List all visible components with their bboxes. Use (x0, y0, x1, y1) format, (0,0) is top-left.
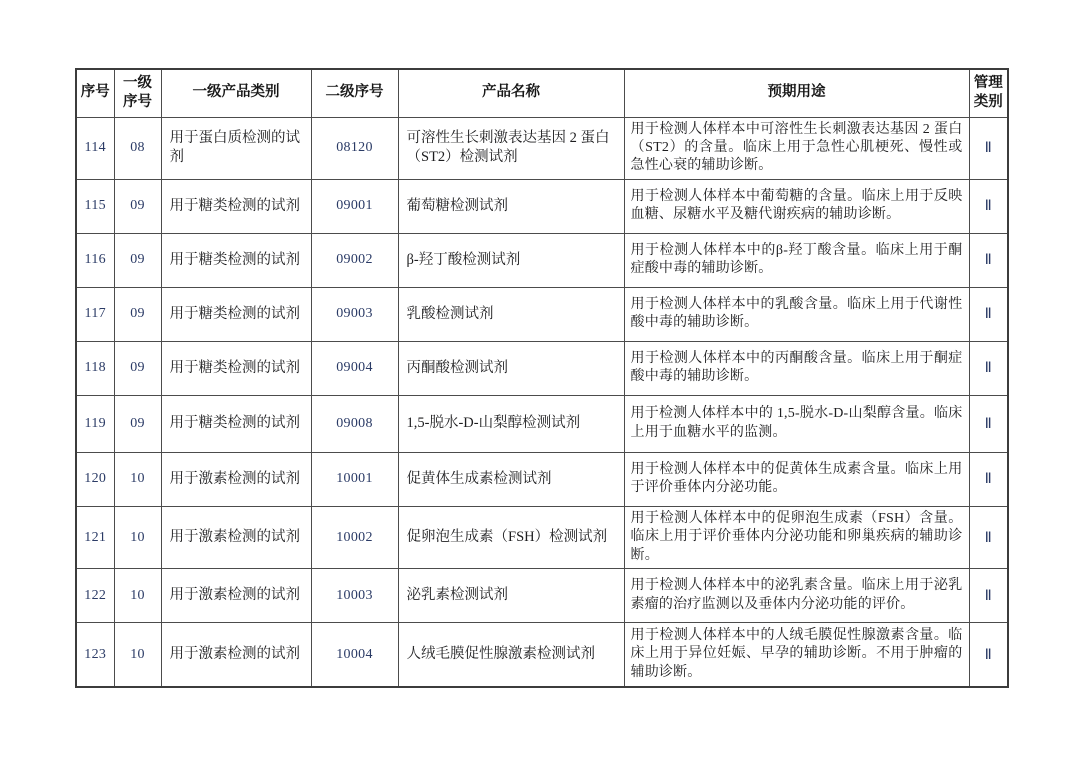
cell-management-class: Ⅱ (969, 452, 1008, 506)
cell-serial-no: 122 (76, 569, 114, 623)
cell-level2-no: 09001 (311, 179, 398, 233)
table-row (76, 287, 1008, 341)
cell-level1-no: 09 (114, 233, 161, 287)
table-row (76, 623, 1008, 687)
cell-serial-no: 116 (76, 233, 114, 287)
product-classification-table (75, 68, 1009, 688)
table-row (76, 569, 1008, 623)
cell-category: 用于激素检测的试剂 (161, 452, 311, 506)
cell-level1-no: 09 (114, 287, 161, 341)
cell-product-name: 1,5-脱水-D-山梨醇检测试剂 (398, 395, 624, 452)
cell-management-class: Ⅱ (969, 233, 1008, 287)
table-row (76, 506, 1008, 568)
cell-intended-use: 用于检测人体样本中的乳酸含量。临床上用于代谢性酸中毒的辅助诊断。 (624, 287, 969, 341)
cell-management-class: Ⅱ (969, 569, 1008, 623)
cell-level2-no: 10001 (311, 452, 398, 506)
cell-serial-no: 115 (76, 179, 114, 233)
cell-management-class: Ⅱ (969, 623, 1008, 687)
cell-product-name: 可溶性生长刺激表达基因 2 蛋白（ST2）检测试剂 (398, 117, 624, 179)
cell-level2-no: 09002 (311, 233, 398, 287)
table-row (76, 117, 1008, 179)
cell-serial-no: 119 (76, 395, 114, 452)
cell-product-name: 促卵泡生成素（FSH）检测试剂 (398, 506, 624, 568)
cell-level1-no: 09 (114, 179, 161, 233)
cell-intended-use: 用于检测人体样本中的促卵泡生成素（FSH）含量。临床上用于评价垂体内分泌功能和卵巢疾病的辅助诊断。 (624, 506, 969, 568)
table-row (76, 341, 1008, 395)
cell-level2-no: 10002 (311, 506, 398, 568)
cell-serial-no: 117 (76, 287, 114, 341)
cell-intended-use: 用于检测人体样本中的人绒毛膜促性腺激素含量。临床上用于异位妊娠、早孕的辅助诊断。不用于肿瘤的辅助诊断。 (624, 623, 969, 687)
cell-management-class: Ⅱ (969, 179, 1008, 233)
cell-level2-no: 10003 (311, 569, 398, 623)
cell-level2-no: 08120 (311, 117, 398, 179)
cell-serial-no: 120 (76, 452, 114, 506)
cell-level1-no: 09 (114, 341, 161, 395)
cell-intended-use: 用于检测人体样本中的 1,5-脱水-D-山梨醇含量。临床上用于血糖水平的监测。 (624, 395, 969, 452)
cell-category: 用于糖类检测的试剂 (161, 179, 311, 233)
cell-management-class: Ⅱ (969, 117, 1008, 179)
header-product-name: 产品名称 (398, 69, 624, 117)
cell-serial-no: 114 (76, 117, 114, 179)
cell-serial-no: 118 (76, 341, 114, 395)
cell-serial-no: 123 (76, 623, 114, 687)
header-management-class: 管理类别 (969, 69, 1008, 117)
header-row (76, 69, 1008, 117)
cell-intended-use: 用于检测人体样本中葡萄糖的含量。临床上用于反映血糖、尿糖水平及糖代谢疾病的辅助诊断。 (624, 179, 969, 233)
table-row (76, 233, 1008, 287)
cell-level2-no: 09003 (311, 287, 398, 341)
cell-product-name: 葡萄糖检测试剂 (398, 179, 624, 233)
cell-intended-use: 用于检测人体样本中的β-羟丁酸含量。临床上用于酮症酸中毒的辅助诊断。 (624, 233, 969, 287)
cell-category: 用于糖类检测的试剂 (161, 233, 311, 287)
cell-management-class: Ⅱ (969, 287, 1008, 341)
cell-product-name: 乳酸检测试剂 (398, 287, 624, 341)
cell-category: 用于蛋白质检测的试剂 (161, 117, 311, 179)
cell-category: 用于激素检测的试剂 (161, 623, 311, 687)
table-row (76, 179, 1008, 233)
cell-level2-no: 10004 (311, 623, 398, 687)
header-intended-use: 预期用途 (624, 69, 969, 117)
cell-intended-use: 用于检测人体样本中的促黄体生成素含量。临床上用于评价垂体内分泌功能。 (624, 452, 969, 506)
cell-product-name: 人绒毛膜促性腺激素检测试剂 (398, 623, 624, 687)
cell-management-class: Ⅱ (969, 506, 1008, 568)
cell-intended-use: 用于检测人体样本中可溶性生长刺激表达基因 2 蛋白（ST2）的含量。临床上用于急性心肌梗死、慢性或急性心衰的辅助诊断。 (624, 117, 969, 179)
cell-management-class: Ⅱ (969, 341, 1008, 395)
cell-level2-no: 09008 (311, 395, 398, 452)
cell-category: 用于糖类检测的试剂 (161, 287, 311, 341)
cell-product-name: 丙酮酸检测试剂 (398, 341, 624, 395)
cell-product-name: β-羟丁酸检测试剂 (398, 233, 624, 287)
cell-level1-no: 08 (114, 117, 161, 179)
header-level1-no: 一级序号 (114, 69, 161, 117)
cell-level2-no: 09004 (311, 341, 398, 395)
cell-product-name: 泌乳素检测试剂 (398, 569, 624, 623)
cell-category: 用于糖类检测的试剂 (161, 395, 311, 452)
cell-intended-use: 用于检测人体样本中的泌乳素含量。临床上用于泌乳素瘤的治疗监测以及垂体内分泌功能的评价。 (624, 569, 969, 623)
header-level2-no: 二级序号 (311, 69, 398, 117)
cell-serial-no: 121 (76, 506, 114, 568)
cell-product-name: 促黄体生成素检测试剂 (398, 452, 624, 506)
cell-category: 用于糖类检测的试剂 (161, 341, 311, 395)
cell-level1-no: 10 (114, 452, 161, 506)
cell-category: 用于激素检测的试剂 (161, 506, 311, 568)
cell-intended-use: 用于检测人体样本中的丙酮酸含量。临床上用于酮症酸中毒的辅助诊断。 (624, 341, 969, 395)
cell-level1-no: 10 (114, 569, 161, 623)
header-serial-no: 序号 (76, 69, 114, 117)
cell-category: 用于激素检测的试剂 (161, 569, 311, 623)
cell-management-class: Ⅱ (969, 395, 1008, 452)
table-row (76, 395, 1008, 452)
header-level1-category: 一级产品类别 (161, 69, 311, 117)
cell-level1-no: 09 (114, 395, 161, 452)
cell-level1-no: 10 (114, 506, 161, 568)
cell-level1-no: 10 (114, 623, 161, 687)
table-row (76, 452, 1008, 506)
